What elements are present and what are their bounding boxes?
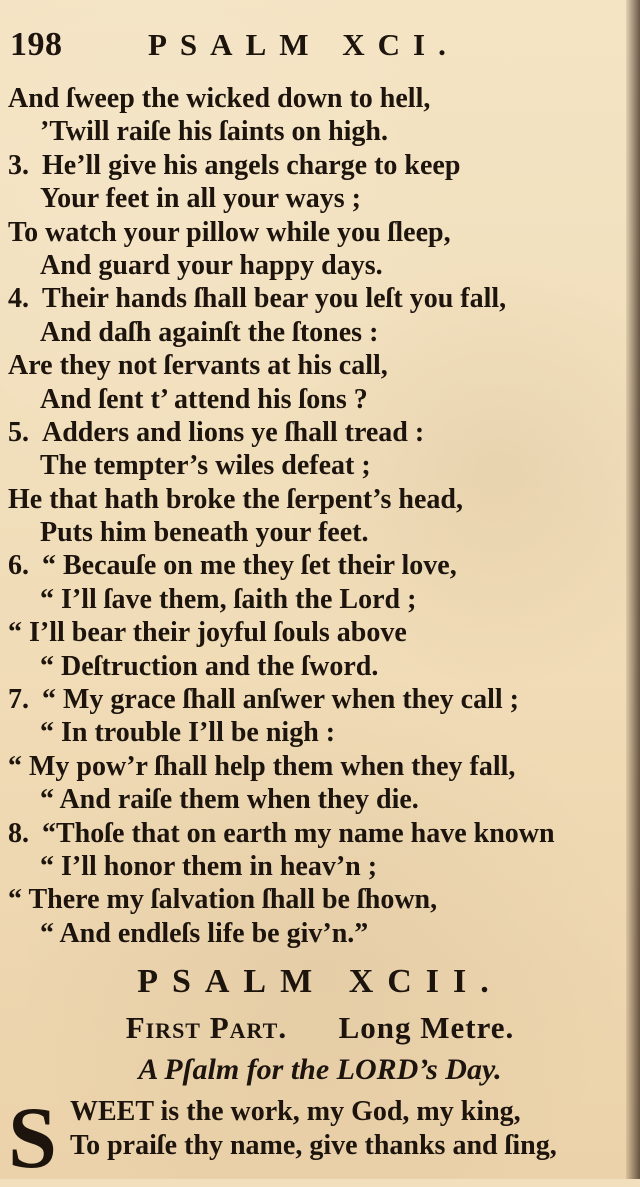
verse-text: “ I’ll bear their joyful ſouls above [8, 617, 407, 649]
verse-line [40, 650, 620, 683]
opening-lines [8, 1090, 618, 1187]
page-number: 198 [10, 26, 63, 63]
verse-line [40, 249, 620, 282]
verse-text: “ And raiſe them when they die. [40, 784, 419, 816]
psalm-verses [8, 82, 620, 950]
psalm-subtitle: A Pſalm for the LORD’s Day. [138, 1053, 502, 1086]
psalm-heading: PSALM XCII. [137, 963, 503, 1000]
verse-line [40, 716, 620, 749]
verse-text: “ I’ll ſave them, ſaith the Lord ; [40, 583, 417, 615]
verse-line [8, 483, 620, 516]
opening-text-2: To praiſe thy name, give thanks and ſing, [70, 1130, 557, 1161]
verse-text: “ My pow’r ſhall help them when they fall, [8, 750, 516, 782]
verse-line [40, 783, 620, 816]
verse-line [8, 817, 620, 850]
verse-text: He that hath broke the ſerpent’s head, [8, 483, 463, 515]
verse-line [40, 850, 620, 883]
verse-number: 6. [8, 550, 29, 582]
verse-text: “ And endleſs life be giv’n.” [40, 917, 369, 949]
part-label: First Part. [125, 1010, 288, 1045]
verse-line [8, 149, 620, 182]
verse-number: 4. [8, 283, 29, 315]
psalm-metadata [0, 1011, 640, 1045]
verse-text: ’Twill raiſe his ſaints on high. [40, 116, 388, 148]
drop-cap: S [8, 1090, 57, 1187]
verse-text: Puts him beneath your feet. [40, 517, 369, 549]
verse-text: And guard your happy days. [40, 249, 383, 281]
verse-text: To watch your pillow while you ſleep, [8, 216, 451, 248]
verse-text: The tempter’s wiles defeat ; [40, 450, 371, 482]
verse-text: “ My grace ſhall anſwer when they call ; [42, 684, 519, 716]
verse-line [8, 82, 620, 115]
verse-text: And ſent t’ attend his ſons ? [40, 383, 368, 415]
verse-text: “ Deſtruction and the ſword. [40, 650, 379, 682]
verse-line [40, 516, 620, 549]
running-title: PSALM XCI. [148, 27, 459, 62]
verse-line [40, 917, 620, 950]
verse-line [8, 750, 620, 783]
verse-text: And ſweep the wicked down to hell, [8, 83, 431, 114]
opening-line-2 [70, 1129, 618, 1163]
verse-line [40, 383, 620, 416]
verse-text: “ There my ſalvation ſhall be ſhown, [8, 884, 438, 916]
verse-line [40, 583, 620, 616]
verse-number: 5. [8, 416, 29, 448]
verse-line [8, 683, 620, 716]
verse-line [40, 115, 620, 148]
opening-text-1: WEET is the work, my God, my king, [70, 1096, 521, 1127]
verse-line [8, 416, 620, 449]
verse-line [8, 883, 620, 916]
verse-line [8, 282, 620, 315]
opening-line-1 [70, 1095, 618, 1129]
verse-number: 8. [8, 817, 29, 849]
verse-line [40, 449, 620, 482]
verse-text: “ I’ll honor them in heav’n ; [40, 850, 378, 882]
verse-text: And daſh againſt the ſtones : [40, 316, 379, 348]
verse-line [8, 549, 620, 582]
verse-text: Your feet in all your ways ; [40, 183, 361, 215]
verse-line [40, 182, 620, 215]
running-head [10, 26, 622, 64]
verse-line [8, 616, 620, 649]
verse-number: 7. [8, 684, 29, 716]
verse-line [40, 316, 620, 349]
verse-number: 3. [8, 149, 29, 181]
verse-text: Adders and lions ye ſhall tread : [42, 416, 425, 448]
verse-text: Their hands ſhall bear you leſt you fall, [42, 283, 507, 315]
page-edge-shadow [626, 0, 640, 1179]
verse-text: “Thoſe that on earth my name have known [42, 817, 555, 849]
verse-text: “ In trouble I’ll be nigh : [40, 717, 336, 749]
verse-line [8, 349, 620, 382]
verse-text: “ Becauſe on me they ſet their love, [42, 550, 457, 582]
verse-line [8, 216, 620, 249]
meter-label: Long Metre. [338, 1010, 515, 1045]
verse-text: He’ll give his angels charge to keep [42, 149, 461, 181]
verse-text: Are they not ſervants at his call, [8, 350, 388, 382]
